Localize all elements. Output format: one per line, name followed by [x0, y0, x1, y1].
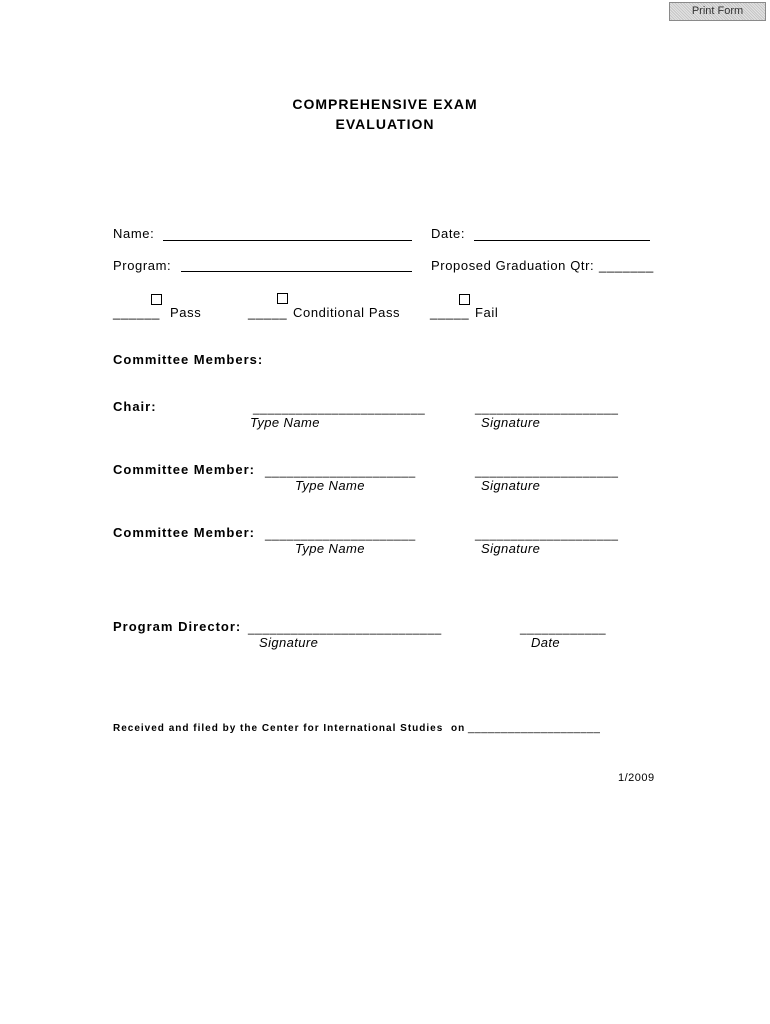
committee-member-2-signature-caption: Signature [481, 541, 541, 556]
name-field[interactable] [163, 240, 412, 241]
chair-label: Chair: [113, 399, 157, 414]
chair-signature-caption: Signature [481, 415, 541, 430]
program-director-label: Program Director: [113, 619, 242, 634]
chair-name-line[interactable]: ________________________ [253, 401, 426, 415]
pass-label: Pass [170, 305, 202, 320]
committee-member-1-name-line[interactable]: _____________________ [265, 464, 416, 478]
print-form-button[interactable]: Print Form [669, 2, 766, 21]
conditional-pass-label: Conditional Pass [293, 305, 401, 320]
fail-checkbox[interactable] [459, 294, 470, 305]
program-field[interactable] [181, 271, 412, 272]
date-label: Date: [431, 226, 466, 241]
form-title-line2: EVALUATION [335, 116, 435, 132]
chair-signature-line[interactable]: ____________________ [475, 401, 619, 415]
committee-member-1-label: Committee Member: [113, 462, 255, 477]
conditional-pass-blank: _____ [248, 305, 288, 320]
received-on-text: on [451, 723, 466, 734]
committee-member-2-signature-line[interactable]: ____________________ [475, 527, 619, 541]
program-director-signature-line[interactable]: ___________________________ [248, 621, 442, 635]
program-director-date-caption: Date [531, 635, 561, 650]
pass-checkbox[interactable] [151, 294, 162, 305]
chair-type-name-caption: Type Name [250, 415, 320, 430]
form-version: 1/2009 [618, 772, 655, 784]
name-label: Name: [113, 226, 155, 241]
date-field[interactable] [474, 240, 650, 241]
program-director-signature-caption: Signature [259, 635, 319, 650]
pass-blank: ______ [113, 305, 160, 320]
received-filed-text: Received and filed by the Center for International Studies [113, 723, 444, 734]
committee-member-2-label: Committee Member: [113, 525, 255, 540]
graduation-quarter-label: Proposed Graduation Qtr: [431, 258, 595, 273]
fail-label: Fail [475, 305, 499, 320]
program-director-date-line[interactable]: ____________ [520, 621, 607, 635]
received-date-line[interactable]: ____________________ [468, 722, 601, 734]
graduation-quarter-field[interactable]: _______ [599, 258, 654, 273]
committee-member-1-signature-caption: Signature [481, 478, 541, 493]
form-title-line1: COMPREHENSIVE EXAM [292, 96, 478, 112]
committee-member-2-type-name-caption: Type Name [295, 541, 365, 556]
program-label: Program: [113, 258, 172, 273]
committee-member-2-name-line[interactable]: _____________________ [265, 527, 416, 541]
committee-members-heading: Committee Members: [113, 352, 264, 367]
conditional-pass-checkbox[interactable] [277, 293, 288, 304]
committee-member-1-signature-line[interactable]: ____________________ [475, 464, 619, 478]
committee-member-1-type-name-caption: Type Name [295, 478, 365, 493]
fail-blank: _____ [430, 305, 470, 320]
